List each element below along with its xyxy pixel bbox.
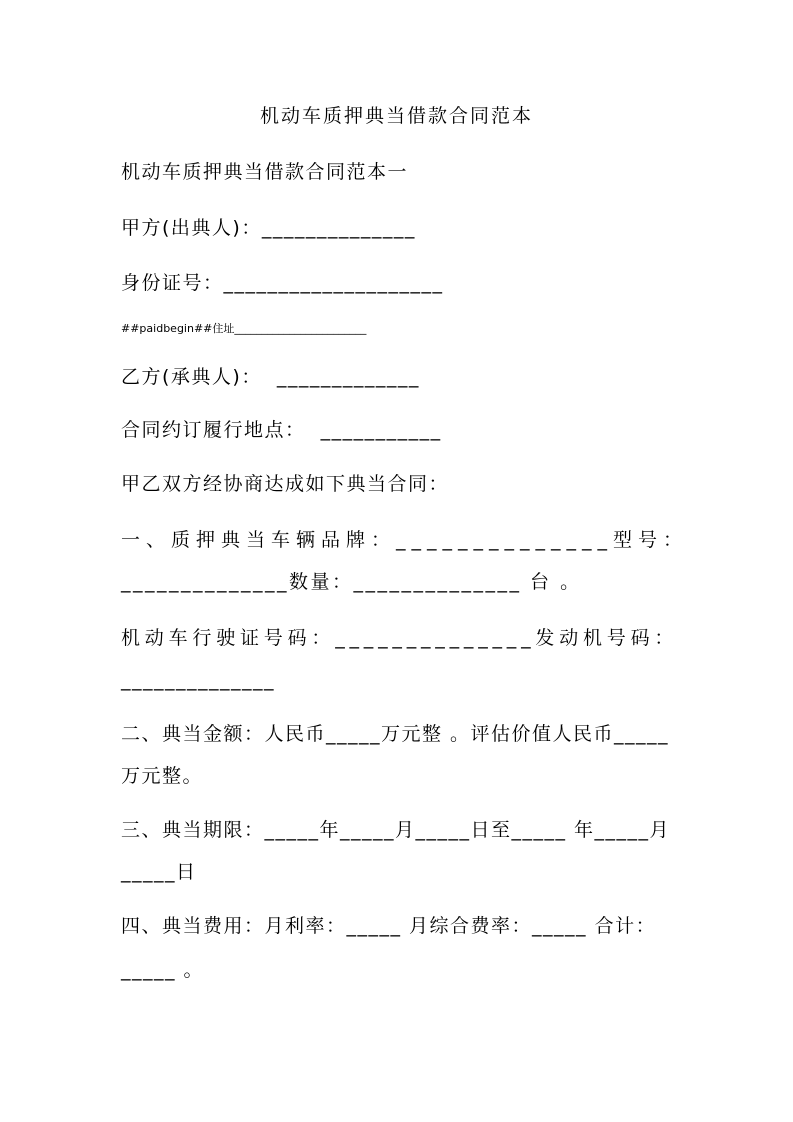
clause-4-line-1: 四、典当费用：月利率：_____ 月综合费率：_____ 合计：	[121, 915, 657, 937]
party-b-line: 乙方(承典人)： _____________	[121, 366, 420, 388]
party-a-line: 甲方(出典人)：______________	[121, 217, 416, 239]
agreement-line: 甲乙双方经协商达成如下典当合同：	[121, 473, 450, 495]
clause-4-line-2: _____ 。	[121, 959, 205, 981]
clause-3-line-1: 三、典当期限：_____年_____月_____日至_____ 年_____月	[121, 819, 671, 841]
clause-1-line-4: ______________	[121, 669, 275, 691]
clause-2-line-2: 万元整。	[121, 765, 204, 787]
clause-1-line-2: ______________数量：______________ 台 。	[121, 571, 582, 593]
clause-2-line-1: 二、典当金额：人民币_____万元整 。评估价值人民币_____	[121, 723, 670, 745]
clause-3-line-2: _____日	[121, 861, 197, 883]
location-line: 合同约订履行地点： ___________	[121, 419, 442, 441]
id-number-line: 身份证号：____________________	[121, 272, 444, 294]
address-line: ##paidbegin##住址________________________	[121, 322, 367, 335]
clause-1-line-1: 一、质押典当车辆品牌：______________型号：	[121, 529, 689, 551]
clause-1-line-3: 机动车行驶证号码：______________发动机号码：	[121, 627, 679, 649]
contract-subtitle: 机动车质押典当借款合同范本一	[121, 161, 409, 183]
document-title: 机动车质押典当借款合同范本	[259, 105, 533, 127]
